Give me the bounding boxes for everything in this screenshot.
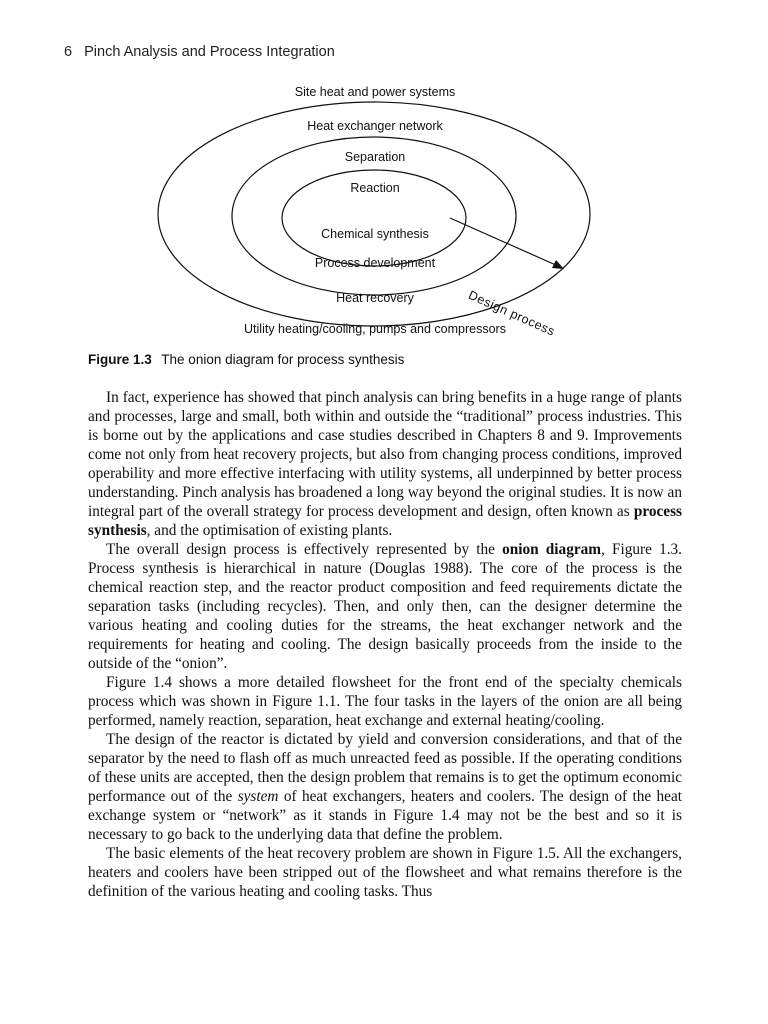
label-heat-exchanger-network: Heat exchanger network (307, 119, 443, 133)
label-utility-heating-cooling: Utility heating/cooling, pumps and compressors (244, 322, 506, 336)
caption-number: Figure 1.3 (88, 352, 152, 367)
paragraph-2-text-b: , Figure 1.3. Process synthesis is hierarchical in nature (Douglas 1988). The core of the process is the chemical reaction step, and the reactor product composition and feed requirements dictate the separation tasks (including recycles). Then, and only then, can the designer determine the various heating and cooling duties for the streams, the heat exchanger network and the requirements for heating and cooling. The design basically proceeds from the inside to the outside of the “onion”. (88, 541, 683, 672)
label-site-heat-power: Site heat and power systems (294, 85, 456, 99)
paragraph-4 (88, 730, 682, 844)
paragraph-4-text-b: of heat exchangers, heaters and coolers. The design of the heat exchange system or “network” as it stands in Figure 1.4 may not be the best and so it is necessary to go back to the underlying data that define the problem. (88, 788, 682, 843)
label-reaction: Reaction (350, 181, 400, 195)
body-text (88, 388, 682, 901)
paragraph-1 (88, 388, 682, 540)
paragraph-2 (88, 540, 682, 673)
running-head (64, 44, 335, 60)
term-onion-diagram: onion diagram (502, 541, 602, 558)
design-process-arrowhead (552, 260, 564, 269)
paragraph-4-text-a: The design of the reactor is dictated by yield and conversion considerations, and that of the separator by the need to flash off as much unreacted feed as possible. If the operating conditions of these units are accepted, then the design problem that remains is to get the optimum economic performance out of the (88, 731, 682, 805)
design-process-arrow-line (450, 218, 558, 266)
running-title: Pinch Analysis and Process Integration (84, 44, 335, 60)
paragraph-1-text-a: In fact, experience has showed that pinch analysis can bring benefits in a huge range of plants and processes, large and small, both within and outside the “traditional” process industries. This is borne out by the applications and case studies described in Chapters 8 and 9. Improvements come not only from heat recovery projects, but also from changing process conditions, improved operability and more effective interfacing with utility systems, all underpinned by better process understanding. Pinch analysis has broadened a long way beyond the original studies. It is now an integral part of the overall strategy for process development and design, often known as (88, 389, 682, 520)
onion-diagram (0, 78, 768, 348)
label-chemical-synthesis: Chemical synthesis (321, 227, 429, 241)
paragraph-1-text-b: , and the optimisation of existing plants. (146, 522, 393, 539)
paragraph-5: The basic elements of the heat recovery problem are shown in Figure 1.5. All the exchangers, heaters and coolers have been stripped out of the flowsheet and what remains therefore is the definition of the various heating and cooling tasks. Thus (88, 845, 682, 900)
paragraph-2-text-a: The overall design process is effectively represented by the (106, 541, 503, 558)
paragraph-3: Figure 1.4 shows a more detailed flowsheet for the front end of the specialty chemicals process which was shown in Figure 1.1. The four tasks in the layers of the onion are all being performed, namely reaction, separation, heat exchange and external heating/cooling. (88, 674, 682, 729)
term-system: system (237, 788, 279, 805)
figure-caption (88, 352, 404, 367)
caption-text: The onion diagram for process synthesis (161, 352, 405, 367)
label-separation: Separation (344, 150, 406, 164)
label-heat-recovery: Heat recovery (336, 291, 414, 305)
page-number: 6 (64, 44, 73, 60)
label-process-development: Process development (314, 256, 436, 270)
term-process-synthesis: process synthesis (88, 503, 682, 539)
label-design-process: Design process (466, 288, 558, 339)
